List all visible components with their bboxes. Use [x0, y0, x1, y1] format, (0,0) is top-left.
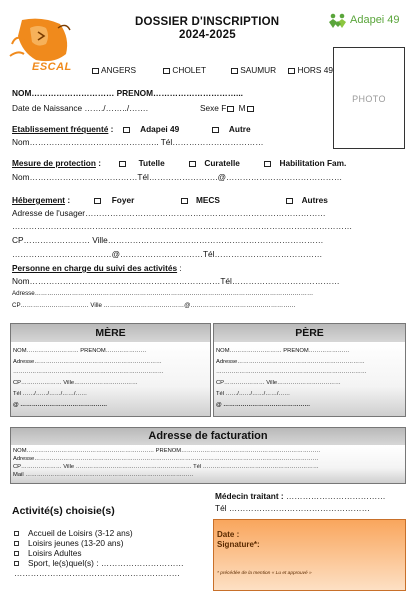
facturation-adresse[interactable]: Adresse………………………………………………………………………………………………………………………………… [13, 456, 319, 462]
suivi-heading: Personne en charge du suivi des activités : [12, 263, 182, 273]
mere-email[interactable]: @ ……………………………………… [13, 402, 108, 408]
medecin-tel[interactable]: Tél …………………………………………… [215, 503, 370, 513]
mere-adresse-line2[interactable]: …………………………………………………………………… [13, 369, 164, 375]
page-title: DOSSIER D'INSCRIPTION [135, 16, 280, 28]
protection-contact[interactable]: Nom…………………………………Tél…………………….@…………………………………… [12, 172, 343, 182]
city-angers[interactable]: ANGERS [91, 65, 136, 75]
mere-adresse[interactable]: Adresse………………………………………………………… [13, 359, 162, 365]
signature-box[interactable] [213, 519, 406, 591]
usager-address-line2[interactable]: …………………………………………………………………………………………………………… [12, 221, 353, 231]
checkbox-icon[interactable] [286, 198, 293, 204]
checkbox-icon[interactable] [288, 68, 295, 74]
activite-accueil[interactable]: Accueil de Loisirs (3-12 ans) [14, 528, 184, 538]
checkbox-icon[interactable] [123, 127, 130, 133]
pere-adresse[interactable]: Adresse………………………………………………………… [216, 359, 365, 365]
photo-box[interactable] [333, 47, 405, 149]
suivi-adresse[interactable]: Adresse……………………………………………………………………………………………………………………… [12, 290, 314, 297]
pere-adresse-line2[interactable]: …………………………………………………………………… [216, 369, 367, 375]
usager-address[interactable]: Adresse de l'usager…………………………………………………………………………… [12, 208, 326, 218]
signature-label: Signature*: [217, 540, 260, 549]
activites-heading: Activité(s) choisie(s) [12, 505, 115, 517]
activite-loisirs-adultes[interactable]: Loisirs Adultes [14, 548, 184, 558]
facturation-nom[interactable]: NOM………………………………………………………… PRENOM……………………………………………………………… [13, 448, 321, 454]
checkbox-icon[interactable] [212, 127, 219, 133]
checkbox-icon[interactable] [94, 198, 101, 204]
city-options [91, 65, 333, 75]
facturation-box [10, 427, 406, 484]
checkbox-icon[interactable] [181, 198, 188, 204]
city-cholet[interactable]: CHOLET [162, 65, 206, 75]
checkbox-icon[interactable] [227, 106, 234, 112]
pere-title: PÈRE [214, 324, 405, 342]
year: 2024-2025 [179, 29, 236, 41]
checkbox-icon[interactable] [14, 531, 19, 536]
etablissement-row: Etablissement fréquenté : Adapei 49 Autre [12, 124, 251, 134]
pere-box [213, 323, 406, 417]
city-hors49[interactable]: HORS 49 [287, 65, 333, 75]
activite-loisirs-jeunes[interactable]: Loisirs jeunes (13-20 ans) [14, 538, 184, 548]
checkbox-icon[interactable] [14, 541, 19, 546]
usager-cp-ville[interactable]: CP…………………… Ville…………………………………………………………………… [12, 235, 324, 245]
checkbox-icon[interactable] [163, 68, 170, 74]
checkbox-icon[interactable] [14, 551, 19, 556]
facturation-cp-ville-tel[interactable]: CP………………… Ville …………………………………………………… Tél …………………………………………………… [13, 464, 319, 470]
mere-nom[interactable]: NOM……………………… PRENOM………………… [13, 348, 147, 354]
escal-logo [8, 14, 80, 86]
suivi-nom-tel[interactable]: Nom……………………………………………………………Tél………………………………… [12, 276, 340, 286]
usager-email-tel[interactable]: ………………………………@…………………………Tél………………………………… [12, 249, 323, 259]
protection-row: Mesure de protection : Tutelle Curatelle Habilitation Fam. [12, 158, 347, 168]
checkbox-icon[interactable] [14, 561, 19, 566]
hebergement-row: Hébergement : Foyer MECS Autres [12, 195, 328, 205]
birth-date-field[interactable]: Date de Naissance ……./……../……. [12, 103, 149, 113]
checkbox-icon[interactable] [231, 68, 238, 74]
name-field[interactable]: NOM………………………… PRENOM…………………………... [12, 88, 243, 98]
signature-date: Date : [217, 530, 240, 539]
escal-logo-text: ESCAL [32, 61, 72, 73]
pere-nom[interactable]: NOM……………………… PRENOM………………… [216, 348, 350, 354]
sex-field: Sexe F M [200, 103, 256, 113]
brand-name: Adapei 49 [350, 14, 400, 26]
activites-list [14, 528, 184, 578]
activite-dots[interactable]: …………………………………………………… [14, 568, 180, 578]
pere-tel[interactable]: Tél ……/……/……/……/…… [216, 391, 291, 397]
adapei-logo-icon [328, 13, 348, 29]
mere-tel[interactable]: Tél ……/……/……/……/…… [13, 391, 88, 397]
etablissement-nom-tel[interactable]: Nom……………………………………….. Tél…………………………… [12, 137, 264, 147]
checkbox-icon[interactable] [189, 161, 196, 167]
facturation-mail[interactable]: Mail …………………………………………………………………………… [13, 472, 194, 478]
medecin-field[interactable]: Médecin traitant : ……………………………… [215, 491, 386, 501]
pere-email[interactable]: @ ……………………………………… [216, 402, 311, 408]
mere-title: MÈRE [11, 324, 210, 342]
checkbox-icon[interactable] [119, 161, 126, 167]
photo-label: PHOTO [352, 94, 386, 104]
pere-cp-ville[interactable]: CP………………… Ville…………………………… [216, 380, 341, 386]
checkbox-icon[interactable] [92, 68, 99, 74]
mere-box [10, 323, 211, 417]
facturation-title: Adresse de facturation [11, 428, 405, 445]
city-saumur[interactable]: SAUMUR [230, 65, 276, 75]
signature-note: * précédée de la mention « Lu et approuvé » [217, 571, 312, 576]
checkbox-icon[interactable] [247, 106, 254, 112]
suivi-cp-ville-email[interactable]: CP…………………………… Ville …………………………………@…………………………………………… [12, 302, 296, 309]
activite-sport[interactable]: Sport, le(s)quel(s) : ………………………… [14, 558, 184, 568]
mere-cp-ville[interactable]: CP………………… Ville…………………………… [13, 380, 138, 386]
checkbox-icon[interactable] [264, 161, 271, 167]
